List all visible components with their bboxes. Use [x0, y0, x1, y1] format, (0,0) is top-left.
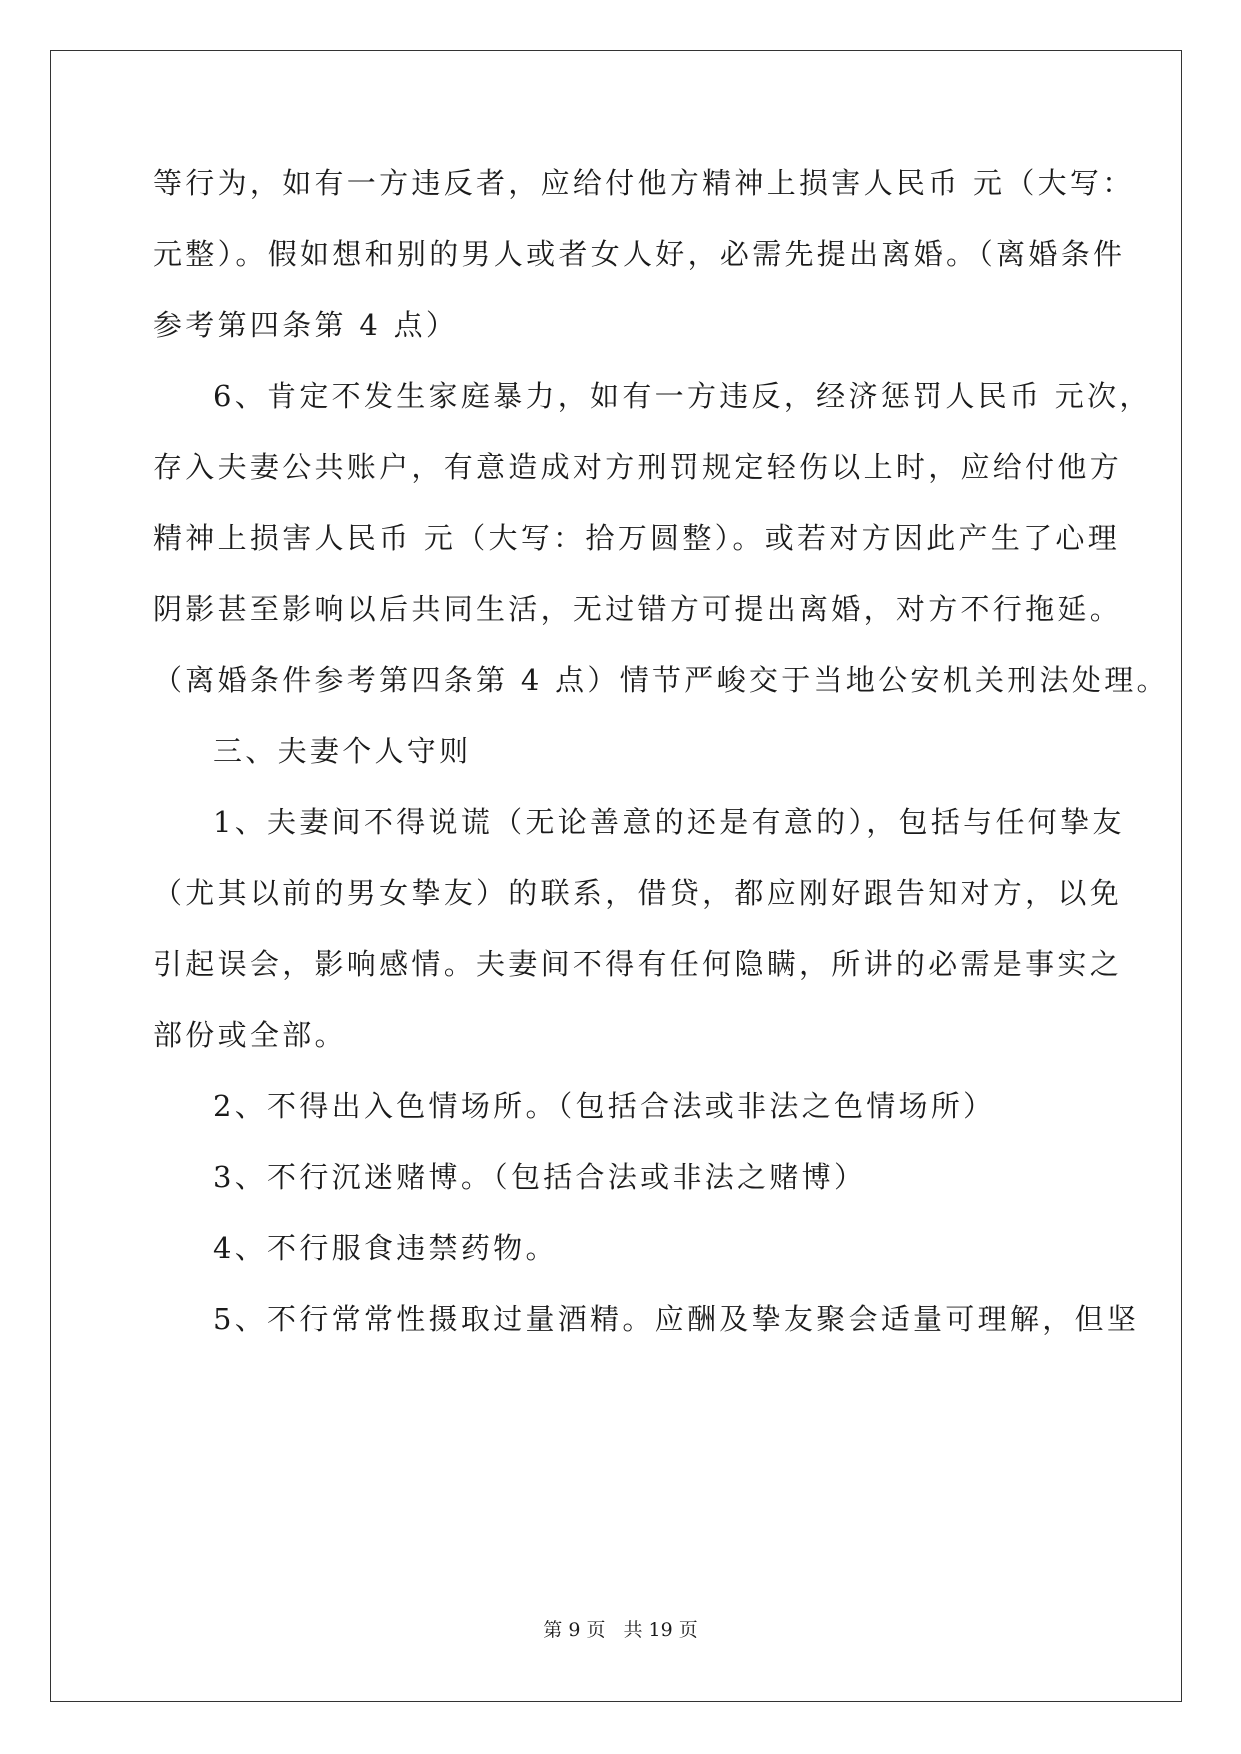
- text-line: 等行为，如有一方违反者，应给付他方精神上损害人民币 元（大写：: [153, 166, 1135, 200]
- text-line: 阴影甚至影响以后共同生活，无过错方可提出离婚，对方不行拖延。: [153, 592, 1123, 626]
- page-total: 共 19 页: [623, 1619, 698, 1641]
- text-line: 参考第四条第 4 点）: [153, 308, 459, 342]
- text-line: 引起误会，影响感情。夫妻间不得有任何隐瞒，所讲的必需是事实之: [153, 947, 1123, 981]
- text-line: （离婚条件参考第四条第 4 点）情节严峻交于当地公安机关刑法处理。: [153, 663, 1169, 697]
- text-line: 2、不得出入色情场所。（包括合法或非法之色情场所）: [213, 1089, 996, 1123]
- page-footer: [0, 1618, 1241, 1642]
- text-line: 存入夫妻公共账户，有意造成对方刑罚规定轻伤以上时，应给付他方: [153, 450, 1123, 484]
- page-number: 第 9 页: [543, 1619, 606, 1641]
- section-heading: 三、夫妻个人守则: [213, 734, 472, 768]
- text-line: 5、不行常常性摄取过量酒精。应酬及挚友聚会适量可理解，但坚: [213, 1302, 1140, 1336]
- text-line: 4、不行服食违禁药物。: [213, 1231, 558, 1265]
- text-line: 元整）。假如想和别的男人或者女人好，必需先提出离婚。（离婚条件: [153, 237, 1126, 271]
- text-line: （尤其以前的男女挚友）的联系，借贷，都应刚好跟告知对方，以免: [153, 876, 1123, 910]
- text-line: 1、夫妻间不得说谎（无论善意的还是有意的），包括与任何挚友: [213, 805, 1125, 839]
- text-line: 3、不行沉迷赌博。（包括合法或非法之赌博）: [213, 1160, 867, 1194]
- text-line: 6、肯定不发生家庭暴力，如有一方违反，经济惩罚人民币 元次，: [213, 379, 1152, 413]
- text-line: 部份或全部。: [153, 1018, 347, 1052]
- document-body: [153, 148, 1169, 1355]
- text-line: 精神上损害人民币 元（大写：拾万圆整）。或若对方因此产生了心理: [153, 521, 1121, 555]
